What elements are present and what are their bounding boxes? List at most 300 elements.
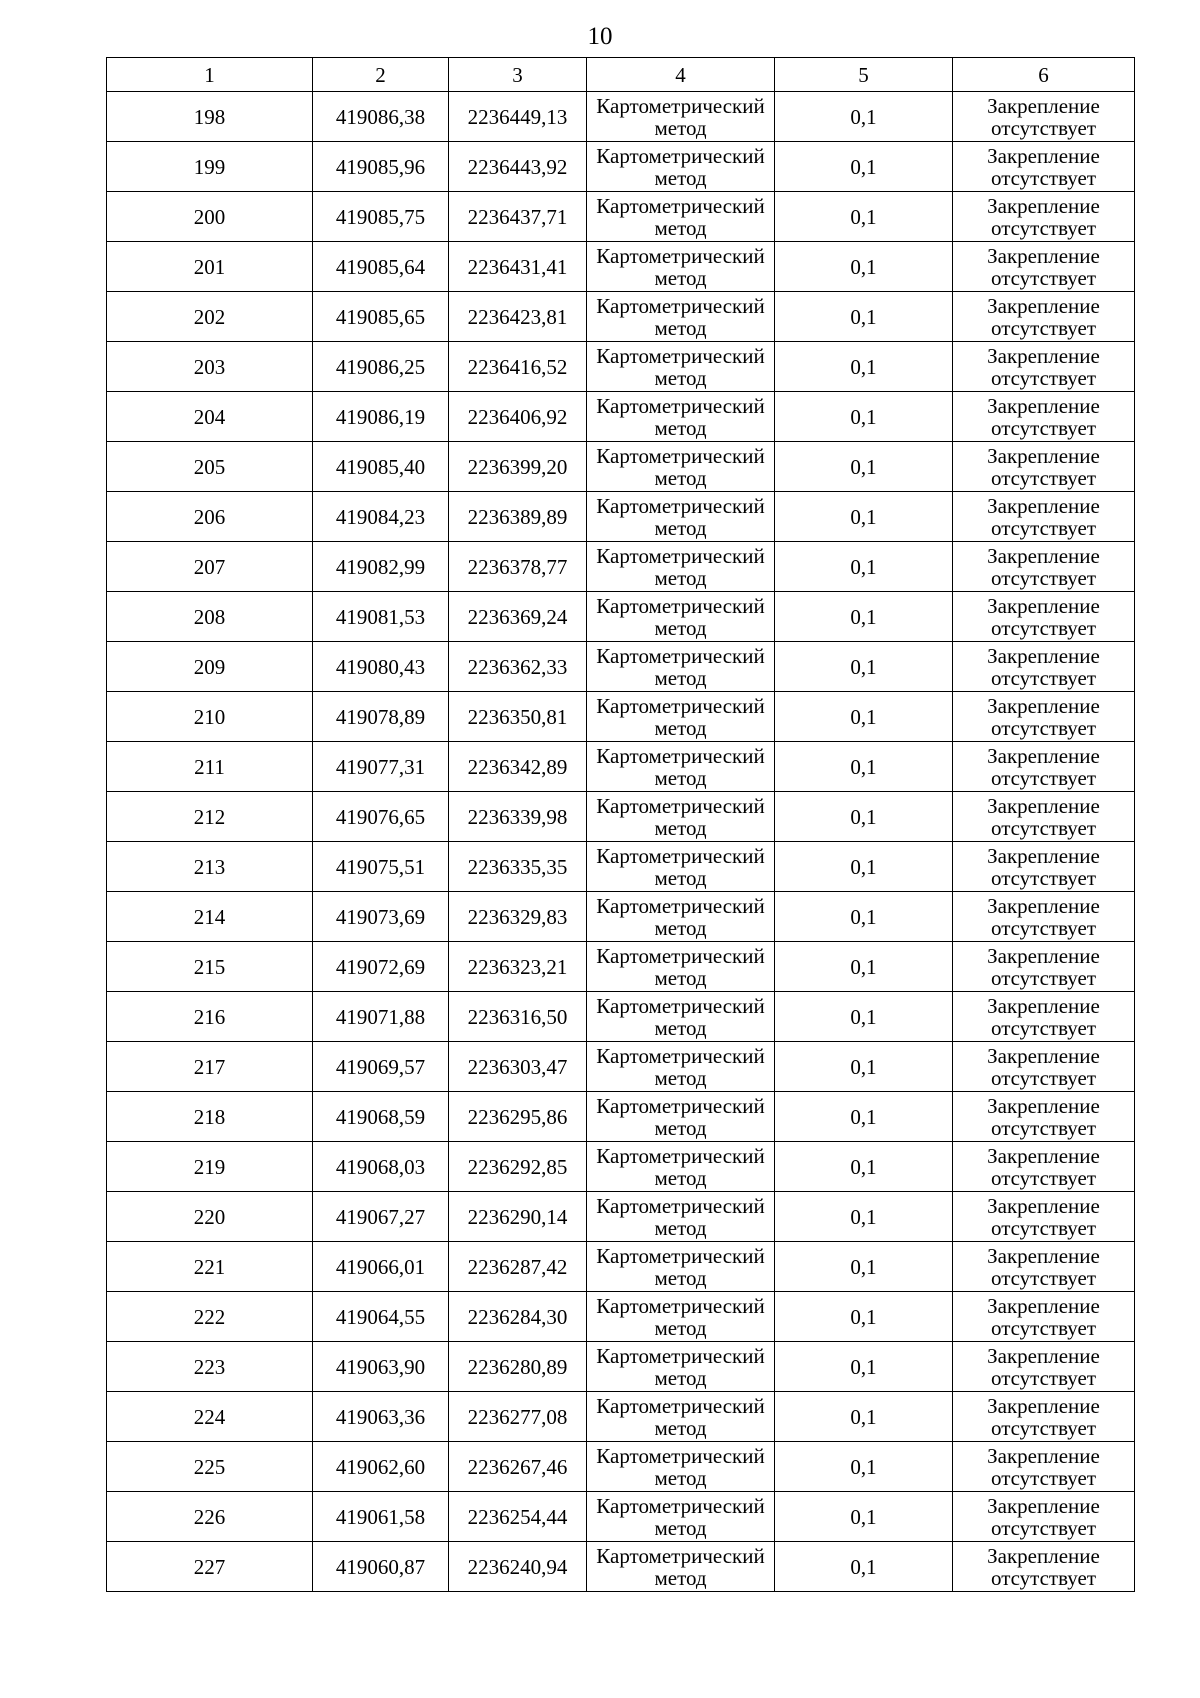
y-coordinate-cell [449,792,587,842]
fixing-description-text: Закрепление отсутствует [987,843,1100,890]
fixing-description-text: Закрепление отсутствует [987,793,1100,840]
point-number-cell [107,1442,313,1492]
fixing-description-text: Закрепление отсутствует [987,1143,1100,1190]
x-coordinate-cell [313,1442,449,1492]
y-coordinate-cell [449,1242,587,1292]
fixing-description-text: Закрепление отсутствует [987,93,1100,140]
y-coordinate-cell [449,292,587,342]
point-number-cell [107,1492,313,1542]
accuracy-cell [775,992,953,1042]
point-number-cell [107,942,313,992]
table-row [107,892,1135,942]
x-coordinate-cell [313,742,449,792]
y-coordinate-text: 2236254,44 [467,1504,568,1529]
point-number-text: 211 [194,754,225,779]
fixing-description-text: Закрепление отсутствует [987,193,1100,240]
y-coordinate-cell [449,692,587,742]
fixing-description-cell [953,1092,1135,1142]
point-number-text: 209 [193,654,226,679]
method-text: Картометрический метод [596,93,765,140]
x-coordinate-cell [313,692,449,742]
point-number-text: 224 [193,1404,226,1429]
fixing-description-cell [953,1542,1135,1592]
x-coordinate-cell [313,192,449,242]
x-coordinate-text: 419071,88 [335,1004,426,1029]
y-coordinate-text: 2236277,08 [467,1404,568,1429]
accuracy-text: 0,1 [850,1204,877,1229]
y-coordinate-text: 2236295,86 [467,1104,568,1129]
accuracy-text: 0,1 [850,1054,877,1079]
accuracy-cell [775,692,953,742]
accuracy-text: 0,1 [850,1304,877,1329]
method-cell [587,1342,775,1392]
point-number-text: 227 [193,1554,226,1579]
point-number-text: 215 [193,954,226,979]
point-number-cell [107,1242,313,1292]
method-cell [587,142,775,192]
fixing-description-cell [953,542,1135,592]
accuracy-cell [775,192,953,242]
x-coordinate-cell [313,1192,449,1242]
method-cell [587,592,775,642]
accuracy-cell [775,542,953,592]
fixing-description-cell [953,1492,1135,1542]
method-text: Картометрический метод [596,793,765,840]
point-number-cell [107,992,313,1042]
y-coordinate-cell [449,242,587,292]
y-coordinate-text: 2236292,85 [467,1154,568,1179]
point-number-text: 222 [193,1304,226,1329]
fixing-description-cell [953,1442,1135,1492]
point-number-cell [107,142,313,192]
method-text: Картометрический метод [596,443,765,490]
x-coordinate-text: 419069,57 [335,1054,426,1079]
y-coordinate-cell [449,342,587,392]
y-coordinate-cell [449,1492,587,1542]
x-coordinate-text: 419076,65 [335,804,426,829]
fixing-description-cell [953,392,1135,442]
fixing-description-cell [953,492,1135,542]
x-coordinate-text: 419073,69 [335,904,426,929]
table-row [107,542,1135,592]
accuracy-cell [775,892,953,942]
accuracy-text: 0,1 [850,954,877,979]
accuracy-cell [775,242,953,292]
x-coordinate-text: 419082,99 [335,554,426,579]
method-cell [587,1292,775,1342]
table-row [107,942,1135,992]
method-cell [587,342,775,392]
x-coordinate-text: 419086,19 [335,404,426,429]
method-text: Картометрический метод [596,543,765,590]
y-coordinate-cell [449,1192,587,1242]
x-coordinate-cell [313,292,449,342]
method-text: Картометрический метод [596,343,765,390]
method-cell [587,642,775,692]
x-coordinate-cell [313,642,449,692]
fixing-description-text: Закрепление отсутствует [987,893,1100,940]
x-coordinate-cell [313,542,449,592]
table-row [107,342,1135,392]
table-row [107,842,1135,892]
accuracy-text: 0,1 [850,504,877,529]
point-number-text: 221 [193,1254,226,1279]
x-coordinate-cell [313,1142,449,1192]
point-number-cell [107,892,313,942]
table-row [107,1142,1135,1192]
x-coordinate-cell [313,1292,449,1342]
point-number-text: 210 [193,704,226,729]
point-number-cell [107,1192,313,1242]
method-text: Картометрический метод [596,293,765,340]
x-coordinate-cell [313,1042,449,1092]
y-coordinate-cell [449,1292,587,1342]
method-text: Картометрический метод [596,643,765,690]
accuracy-cell [775,1542,953,1592]
point-number-cell [107,692,313,742]
method-cell [587,442,775,492]
x-coordinate-cell [313,842,449,892]
x-coordinate-cell [313,1242,449,1292]
method-cell [587,1442,775,1492]
x-coordinate-text: 419066,01 [335,1254,426,1279]
x-coordinate-text: 419085,64 [335,254,426,279]
accuracy-text: 0,1 [850,1154,877,1179]
x-coordinate-text: 419062,60 [335,1454,426,1479]
method-text: Картометрический метод [596,593,765,640]
x-coordinate-cell [313,592,449,642]
coordinates-table [106,57,1135,1592]
y-coordinate-text: 2236406,92 [467,404,568,429]
fixing-description-text: Закрепление отсутствует [987,993,1100,1040]
point-number-text: 205 [193,454,226,479]
accuracy-cell [775,442,953,492]
y-coordinate-text: 2236350,81 [467,704,568,729]
accuracy-cell [775,1142,953,1192]
table-row [107,742,1135,792]
accuracy-cell [775,842,953,892]
accuracy-cell [775,342,953,392]
x-coordinate-cell [313,792,449,842]
column-header: 1 [107,58,313,92]
y-coordinate-cell [449,192,587,242]
method-text: Картометрический метод [596,1343,765,1390]
y-coordinate-cell [449,892,587,942]
point-number-cell [107,392,313,442]
point-number-cell [107,642,313,692]
fixing-description-cell [953,1192,1135,1242]
accuracy-text: 0,1 [850,804,877,829]
table-row [107,242,1135,292]
method-text: Картометрический метод [596,1493,765,1540]
method-text: Картометрический метод [596,493,765,540]
method-text: Картометрический метод [596,943,765,990]
fixing-description-text: Закрепление отсутствует [987,943,1100,990]
x-coordinate-cell [313,1542,449,1592]
y-coordinate-cell [449,942,587,992]
table-row [107,1192,1135,1242]
x-coordinate-text: 419063,90 [335,1354,426,1379]
accuracy-cell [775,592,953,642]
fixing-description-text: Закрепление отсутствует [987,1443,1100,1490]
fixing-description-cell [953,942,1135,992]
method-text: Картометрический метод [596,1443,765,1490]
accuracy-text: 0,1 [850,704,877,729]
table-row [107,1342,1135,1392]
x-coordinate-cell [313,392,449,442]
y-coordinate-text: 2236389,89 [467,504,568,529]
fixing-description-cell [953,1042,1135,1092]
x-coordinate-text: 419068,59 [335,1104,426,1129]
point-number-text: 218 [193,1104,226,1129]
method-cell [587,842,775,892]
y-coordinate-text: 2236267,46 [467,1454,568,1479]
point-number-text: 226 [193,1504,226,1529]
accuracy-text: 0,1 [850,1454,877,1479]
x-coordinate-cell [313,1492,449,1542]
y-coordinate-cell [449,992,587,1042]
y-coordinate-text: 2236316,50 [467,1004,568,1029]
method-text: Картометрический метод [596,1393,765,1440]
table-row [107,1042,1135,1092]
method-cell [587,1042,775,1092]
fixing-description-text: Закрепление отсутствует [987,1293,1100,1340]
y-coordinate-text: 2236369,24 [467,604,568,629]
y-coordinate-text: 2236443,92 [467,154,568,179]
table-header [107,58,1135,92]
x-coordinate-text: 419063,36 [335,1404,426,1429]
point-number-cell [107,592,313,642]
x-coordinate-text: 419085,65 [335,304,426,329]
y-coordinate-text: 2236423,81 [467,304,568,329]
method-text: Картометрический метод [596,1293,765,1340]
accuracy-cell [775,1492,953,1542]
accuracy-cell [775,742,953,792]
x-coordinate-text: 419086,25 [335,354,426,379]
method-text: Картометрический метод [596,893,765,940]
fixing-description-text: Закрепление отсутствует [987,343,1100,390]
fixing-description-text: Закрепление отсутствует [987,593,1100,640]
point-number-cell [107,292,313,342]
point-number-text: 223 [193,1354,226,1379]
method-text: Картометрический метод [596,1143,765,1190]
method-cell [587,792,775,842]
accuracy-text: 0,1 [850,1404,877,1429]
fixing-description-cell [953,142,1135,192]
point-number-text: 207 [193,554,226,579]
fixing-description-cell [953,192,1135,242]
accuracy-cell [775,492,953,542]
point-number-text: 212 [193,804,226,829]
point-number-cell [107,542,313,592]
method-cell [587,892,775,942]
y-coordinate-cell [449,1042,587,1092]
point-number-text: 202 [193,304,226,329]
accuracy-text: 0,1 [850,154,877,179]
point-number-cell [107,842,313,892]
point-number-cell [107,92,313,142]
fixing-description-text: Закрепление отсутствует [987,1093,1100,1140]
x-coordinate-text: 419072,69 [335,954,426,979]
y-coordinate-text: 2236287,42 [467,1254,568,1279]
fixing-description-cell [953,92,1135,142]
accuracy-text: 0,1 [850,754,877,779]
x-coordinate-text: 419061,58 [335,1504,426,1529]
y-coordinate-text: 2236449,13 [467,104,568,129]
method-cell [587,92,775,142]
method-text: Картометрический метод [596,1043,765,1090]
column-header: 6 [953,58,1135,92]
x-coordinate-cell [313,942,449,992]
point-number-text: 203 [193,354,226,379]
table-row [107,692,1135,742]
y-coordinate-cell [449,1392,587,1442]
point-number-cell [107,342,313,392]
fixing-description-text: Закрепление отсутствует [987,1343,1100,1390]
x-coordinate-cell [313,492,449,542]
method-text: Картометрический метод [596,1093,765,1140]
method-cell [587,392,775,442]
method-cell [587,692,775,742]
fixing-description-cell [953,792,1135,842]
point-number-text: 206 [193,504,226,529]
accuracy-text: 0,1 [850,604,877,629]
accuracy-text: 0,1 [850,404,877,429]
accuracy-cell [775,392,953,442]
method-cell [587,1242,775,1292]
y-coordinate-text: 2236323,21 [467,954,568,979]
page-number: 10 [587,23,613,50]
table-row [107,142,1135,192]
table-row [107,392,1135,442]
y-coordinate-cell [449,1142,587,1192]
fixing-description-text: Закрепление отсутствует [987,1043,1100,1090]
y-coordinate-text: 2236335,35 [467,854,568,879]
fixing-description-text: Закрепление отсутствует [987,393,1100,440]
fixing-description-cell [953,692,1135,742]
column-header: 4 [587,58,775,92]
method-text: Картометрический метод [596,743,765,790]
table-row [107,492,1135,542]
fixing-description-text: Закрепление отсутствует [987,743,1100,790]
x-coordinate-cell [313,242,449,292]
point-number-text: 219 [193,1154,226,1179]
y-coordinate-cell [449,492,587,542]
y-coordinate-text: 2236431,41 [467,254,568,279]
table-row [107,1292,1135,1342]
y-coordinate-text: 2236378,77 [467,554,568,579]
method-cell [587,542,775,592]
accuracy-text: 0,1 [850,1104,877,1129]
table-row [107,1442,1135,1492]
fixing-description-text: Закрепление отсутствует [987,543,1100,590]
accuracy-text: 0,1 [850,204,877,229]
x-coordinate-cell [313,442,449,492]
point-number-text: 220 [193,1204,226,1229]
fixing-description-cell [953,642,1135,692]
method-text: Картометрический метод [596,193,765,240]
method-text: Картометрический метод [596,1193,765,1240]
x-coordinate-text: 419064,55 [335,1304,426,1329]
table-row [107,1242,1135,1292]
fixing-description-cell [953,742,1135,792]
table-row [107,292,1135,342]
fixing-description-cell [953,242,1135,292]
x-coordinate-text: 419078,89 [335,704,426,729]
point-number-cell [107,792,313,842]
accuracy-cell [775,942,953,992]
point-number-cell [107,1042,313,1092]
fixing-description-text: Закрепление отсутствует [987,443,1100,490]
accuracy-text: 0,1 [850,254,877,279]
table-body [107,92,1135,1592]
accuracy-text: 0,1 [850,1004,877,1029]
fixing-description-text: Закрепление отсутствует [987,1393,1100,1440]
x-coordinate-cell [313,1092,449,1142]
fixing-description-cell [953,442,1135,492]
x-coordinate-text: 419081,53 [335,604,426,629]
method-text: Картометрический метод [596,1243,765,1290]
point-number-cell [107,492,313,542]
method-cell [587,1092,775,1142]
accuracy-text: 0,1 [850,904,877,929]
x-coordinate-cell [313,992,449,1042]
point-number-text: 201 [193,254,226,279]
point-number-text: 204 [193,404,226,429]
point-number-cell [107,742,313,792]
y-coordinate-cell [449,642,587,692]
method-cell [587,492,775,542]
fixing-description-cell [953,892,1135,942]
method-cell [587,1492,775,1542]
table-row [107,992,1135,1042]
point-number-text: 225 [193,1454,226,1479]
table-row [107,92,1135,142]
point-number-text: 216 [193,1004,226,1029]
accuracy-text: 0,1 [850,454,877,479]
point-number-cell [107,1092,313,1142]
method-text: Картометрический метод [596,393,765,440]
x-coordinate-text: 419067,27 [335,1204,426,1229]
fixing-description-text: Закрепление отсутствует [987,293,1100,340]
y-coordinate-cell [449,542,587,592]
x-coordinate-cell [313,1392,449,1442]
method-text: Картометрический метод [596,143,765,190]
accuracy-text: 0,1 [850,1504,877,1529]
x-coordinate-cell [313,1342,449,1392]
x-coordinate-text: 419080,43 [335,654,426,679]
method-cell [587,292,775,342]
accuracy-text: 0,1 [850,304,877,329]
method-cell [587,242,775,292]
y-coordinate-text: 2236339,98 [467,804,568,829]
fixing-description-text: Закрепление отсутствует [987,143,1100,190]
accuracy-cell [775,292,953,342]
x-coordinate-text: 419085,75 [335,204,426,229]
method-cell [587,1392,775,1442]
method-cell [587,1192,775,1242]
fixing-description-cell [953,342,1135,392]
y-coordinate-text: 2236342,89 [467,754,568,779]
fixing-description-text: Закрепление отсутствует [987,493,1100,540]
method-cell [587,1542,775,1592]
point-number-text: 198 [193,104,226,129]
point-number-text: 214 [193,904,226,929]
method-text: Картометрический метод [596,693,765,740]
accuracy-cell [775,1092,953,1142]
y-coordinate-text: 2236280,89 [467,1354,568,1379]
method-text: Картометрический метод [596,243,765,290]
